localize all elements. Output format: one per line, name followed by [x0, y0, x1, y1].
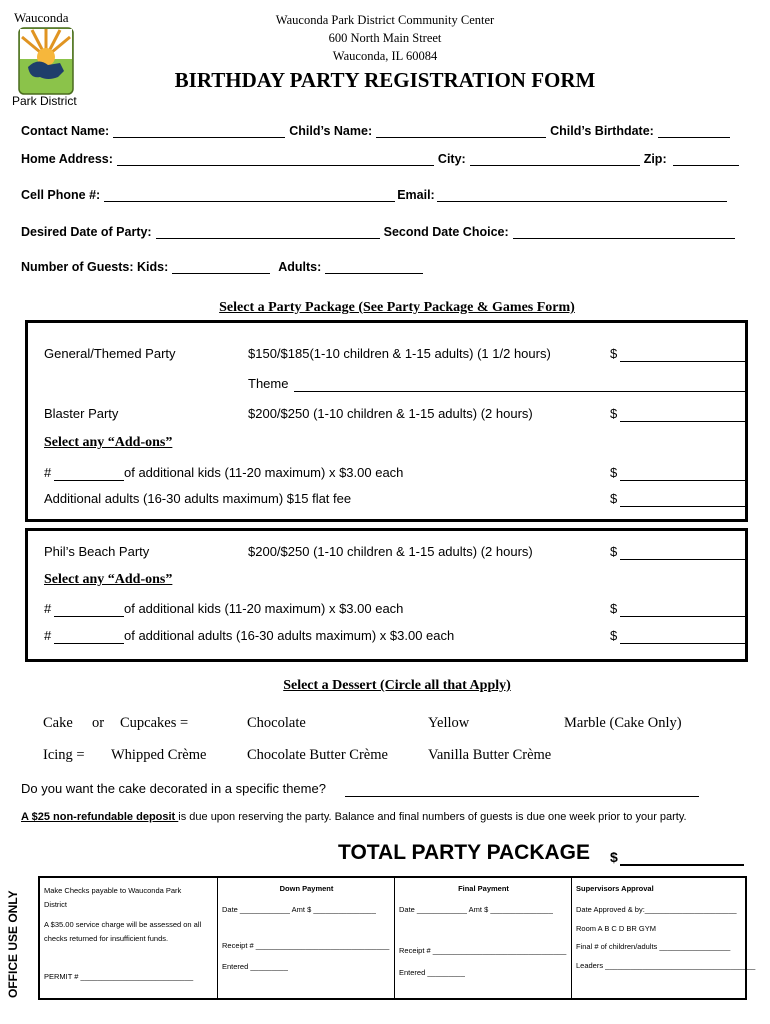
office-col-checks	[40, 878, 218, 998]
general-party-amount-field[interactable]	[620, 347, 746, 362]
office-col-final-payment	[395, 878, 572, 998]
final-payment-receipt[interactable]: Receipt # ________________________________	[399, 946, 567, 955]
theme-question: Do you want the cake decorated in a specific theme?	[21, 781, 326, 796]
dessert-yellow[interactable]: Yellow	[428, 715, 470, 731]
addon-adults-flat-text: Additional adults (16-30 adults maximum) $15 flat fee	[44, 491, 352, 506]
office-col-down-payment	[218, 878, 395, 998]
phils-addon-adults-amount-field[interactable]	[620, 629, 746, 644]
phils-addon-kids-amount-field[interactable]	[620, 602, 746, 617]
childs-name-field[interactable]	[376, 137, 546, 138]
phils-party-price: $200/$250 (1-10 children & 1-15 adults) (2 hours)	[248, 544, 533, 559]
office-use-label: OFFICE USE ONLY	[6, 890, 20, 998]
final-payment-header: Final Payment	[458, 884, 509, 893]
dessert-icing: Icing =	[43, 747, 85, 763]
addons-label-2: Select any “Add-ons”	[44, 572, 173, 587]
contact-name-field[interactable]	[113, 137, 285, 138]
childs-name-label: Child’s Name:	[289, 124, 373, 138]
dessert-marble[interactable]: Marble (Cake Only)	[564, 715, 682, 731]
home-address-field[interactable]	[117, 165, 434, 166]
org-address-line1: 600 North Main Street	[328, 31, 442, 45]
desired-date-label: Desired Date of Party:	[21, 225, 152, 239]
second-date-field[interactable]	[513, 238, 735, 239]
contact-name-label: Contact Name:	[21, 124, 110, 138]
date-approved-field[interactable]: Date Approved & by:______________________	[576, 905, 737, 914]
phils-party-name: Phil’s Beach Party	[44, 544, 150, 559]
leaders-field[interactable]: Leaders ____________________________________	[576, 961, 756, 970]
general-party-price: $150/$185(1-10 children & 1-15 adults) (1 1/2 hours)	[248, 346, 551, 361]
logo-top-text: Wauconda	[14, 10, 69, 25]
room-options[interactable]: Room A B C D BR GYM	[576, 924, 657, 933]
cake-theme-field[interactable]	[345, 782, 699, 797]
cell-phone-label: Cell Phone #:	[21, 188, 101, 202]
phils-addon-adults-dollar: $	[610, 628, 618, 643]
supervisor-header: Supervisors Approval	[576, 884, 654, 893]
phils-addon-adults-hash: #	[44, 628, 52, 643]
blaster-party-amount-field[interactable]	[620, 407, 746, 422]
addon-adults-flat-amount-field[interactable]	[620, 492, 746, 507]
second-date-label: Second Date Choice:	[383, 225, 509, 239]
deposit-notice	[21, 811, 687, 823]
package-heading: Select a Party Package (See Party Package & Games Form)	[219, 300, 575, 315]
addon-adults-flat-dollar: $	[610, 491, 618, 506]
service-charge-text: A $35.00 service charge will be assessed on all checks returned for insufficient funds.	[44, 920, 202, 943]
general-party-dollar: $	[610, 346, 618, 361]
dessert-chocolate[interactable]: Chocolate	[247, 715, 306, 731]
dessert-choc-butter[interactable]: Chocolate Butter Crème	[247, 747, 388, 763]
final-num-field[interactable]: Final # of children/adults _________________	[576, 942, 731, 951]
form-title: BIRTHDAY PARTY REGISTRATION FORM	[174, 68, 596, 92]
addon-kids-text: of additional kids (11-20 maximum) x $3.00 each	[124, 465, 404, 480]
org-name: Wauconda Park District Community Center	[275, 13, 495, 27]
phils-party-amount-field[interactable]	[620, 545, 746, 560]
office-use-table	[38, 876, 756, 1000]
package-box-general-blaster	[25, 320, 748, 522]
phils-addon-adults-count-field[interactable]	[54, 629, 124, 644]
desired-date-field[interactable]	[156, 238, 380, 239]
logo-bottom-text: Park District	[12, 94, 77, 108]
dessert-cake[interactable]: Cake	[43, 715, 73, 731]
dessert-heading: Select a Dessert (Circle all that Apply)	[283, 678, 511, 693]
city-field[interactable]	[470, 165, 640, 166]
blaster-party-name: Blaster Party	[44, 406, 119, 421]
org-address-line2: Wauconda, IL 60084	[332, 49, 438, 63]
addon-kids-hash: #	[44, 465, 52, 480]
phils-party-dollar: $	[610, 544, 618, 559]
email-field[interactable]	[437, 201, 727, 202]
phils-addon-adults-text: of additional adults (16-30 adults maximum) x $3.00 each	[124, 628, 455, 643]
city-label: City:	[437, 152, 466, 166]
general-party-name: General/Themed Party	[44, 346, 176, 361]
phils-addon-kids-hash: #	[44, 601, 52, 616]
total-label: TOTAL PARTY PACKAGE	[338, 841, 591, 864]
total-dollar: $	[610, 849, 618, 865]
num-guests-kids-field[interactable]	[172, 273, 270, 274]
home-address-label: Home Address:	[21, 152, 113, 166]
phils-addon-kids-dollar: $	[610, 601, 618, 616]
addon-kids-amount-field[interactable]	[620, 466, 746, 481]
down-payment-entered[interactable]: Entered _________	[222, 962, 288, 971]
theme-label: Theme	[248, 376, 289, 391]
final-payment-entered[interactable]: Entered _________	[399, 968, 465, 977]
childs-birthdate-label: Child’s Birthdate:	[550, 124, 654, 138]
zip-field[interactable]	[673, 165, 739, 166]
num-guests-kids-label: Number of Guests: Kids:	[21, 260, 169, 274]
blaster-party-dollar: $	[610, 406, 618, 421]
addon-kids-count-field[interactable]	[54, 466, 124, 481]
theme-field[interactable]	[294, 377, 746, 392]
deposit-notice-bold: A $25 non-refundable deposit	[21, 811, 179, 823]
addon-kids-dollar: $	[610, 465, 618, 480]
dessert-cupcakes[interactable]: Cupcakes =	[120, 715, 189, 731]
checks-payable-text: Make Checks payable to Wauconda Park District	[44, 886, 182, 909]
package-box-phils-beach	[25, 528, 748, 662]
addons-label-1: Select any “Add-ons”	[44, 435, 173, 450]
childs-birthdate-field[interactable]	[658, 137, 730, 138]
dessert-whipped[interactable]: Whipped Crème	[111, 747, 207, 763]
zip-label: Zip:	[643, 152, 667, 166]
cell-phone-field[interactable]	[104, 201, 395, 202]
dessert-vanilla-butter[interactable]: Vanilla Butter Crème	[428, 747, 552, 763]
blaster-party-price: $200/$250 (1-10 children & 1-15 adults) (2 hours)	[248, 406, 533, 421]
total-amount-field[interactable]	[620, 850, 744, 866]
down-payment-header: Down Payment	[279, 884, 334, 893]
email-label: Email:	[397, 188, 435, 202]
phils-addon-kids-count-field[interactable]	[54, 602, 124, 617]
office-col-supervisor	[572, 878, 756, 998]
phils-addon-kids-text: of additional kids (11-20 maximum) x $3.00 each	[124, 601, 404, 616]
down-payment-date-amt[interactable]: Date ____________ Amt $ _______________	[222, 905, 376, 914]
num-guests-adults-field[interactable]	[325, 273, 423, 274]
final-payment-date-amt[interactable]: Date ____________ Amt $ _______________	[399, 905, 553, 914]
deposit-notice-rest: is due upon reserving the party. Balance and final numbers of guests is due one week prior to your party.	[178, 811, 687, 823]
num-guests-adults-label: Adults:	[278, 260, 322, 274]
dessert-or: or	[92, 715, 105, 731]
down-payment-receipt[interactable]: Receipt # ________________________________	[222, 941, 390, 950]
permit-field[interactable]: PERMIT # ___________________________	[44, 972, 194, 981]
